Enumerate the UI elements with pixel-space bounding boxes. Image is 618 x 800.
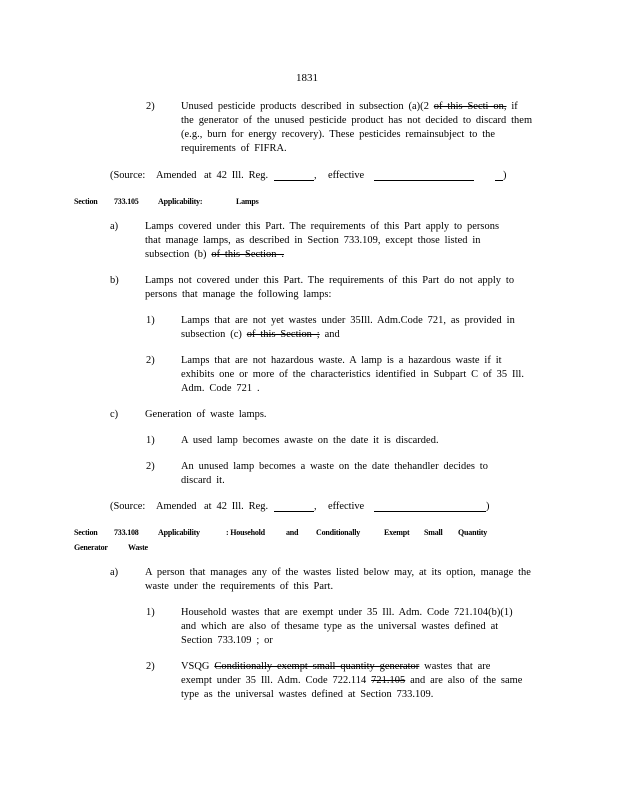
item-number: 2) <box>146 101 155 112</box>
paragraph-line: Adm. Code 721 . <box>181 383 260 394</box>
source-label: (Source: <box>110 170 146 181</box>
paragraph-line: discard it. <box>181 475 225 486</box>
paragraph-line: and which are also of thesame type as the universal wastes defined at <box>181 621 499 632</box>
paragraph-line: requirements of FIFRA. <box>181 143 287 154</box>
paragraph-line: Section 733.109 ; or <box>181 635 273 646</box>
paragraph-line: Unused pesticide products described in subsection (a)(2 of this Secti on, if <box>181 101 518 112</box>
source-effective: effective <box>328 170 365 181</box>
struck-text: 721.105 <box>371 675 406 686</box>
paragraph-line: Lamps that are not hazardous waste. A lamp is a hazardous waste if it <box>181 355 502 366</box>
section-subject: Lamps <box>236 197 259 206</box>
section-label: Section <box>74 197 98 206</box>
struck-text: of this Section ; <box>246 329 320 340</box>
source-text: at 42 Ill. Reg. <box>204 170 269 181</box>
source-comma: , <box>314 170 317 181</box>
section-title: Applicability: <box>158 197 203 206</box>
section-number: 733.105 <box>114 197 139 206</box>
item-number: 1) <box>146 435 155 446</box>
source-effective: effective <box>328 501 365 512</box>
paragraph-line: (e.g., burn for energy recovery). These pesticides remainsubject to the <box>181 129 496 140</box>
paragraph-line: An unused lamp becomes a waste on the date thehandler decides to <box>181 461 488 472</box>
section-title-word: and <box>286 528 299 537</box>
page-number: 1831 <box>296 72 318 84</box>
source-comma: , <box>314 501 317 512</box>
paragraph-line: Lamps covered under this Part. The requirements of this Part apply to persons <box>145 221 500 232</box>
struck-text: of this Secti on, <box>433 101 507 112</box>
paragraph-line: type as the universal wastes defined at Section 733.109. <box>181 689 434 700</box>
paragraph-line: persons that manage the following lamps: <box>145 289 332 300</box>
paragraph-line: the generator of the unused pesticide product has not decided to discard them <box>181 115 533 126</box>
paragraph-line: Lamps that are not yet wastes under 35Ill. Adm.Code 721, as provided in <box>181 315 515 326</box>
paragraph-line: subsection (c) of this Section ; and <box>181 329 340 340</box>
paragraph-line: A used lamp becomes awaste on the date it is discarded. <box>181 435 439 446</box>
source-amended: Amended <box>156 501 197 512</box>
item-number: 1) <box>146 315 155 326</box>
paragraph-line: Generation of waste lamps. <box>145 409 267 420</box>
paragraph-line: Lamps not covered under this Part. The requirements of this Part do not apply to <box>145 275 515 286</box>
section-title-word: : Household <box>226 528 265 537</box>
struck-text: Conditionally exempt small quantity generator <box>214 661 420 672</box>
section-title-word: Waste <box>128 543 148 552</box>
item-number: 2) <box>146 461 155 472</box>
paragraph-line: VSQG Conditionally exempt small quantity generator wastes that are <box>181 661 491 672</box>
section-title-word: Conditionally <box>316 528 361 537</box>
item-number: b) <box>110 275 119 286</box>
paragraph-line: exhibits one or more of the characteristics identified in Subpart C of 35 Ill. <box>181 369 524 380</box>
effective-blank-end <box>495 170 503 181</box>
source-label: (Source: <box>110 501 146 512</box>
section-title-word: Exempt <box>384 528 410 537</box>
paragraph-line: that manage lamps, as described in Section 733.109, except those listed in <box>145 235 481 246</box>
source-amended: Amended <box>156 170 197 181</box>
section-label: Section <box>74 528 98 537</box>
item-number: 1) <box>146 607 155 618</box>
source-end: ) <box>503 170 507 181</box>
struck-text: of this Section . <box>211 249 285 260</box>
paragraph-line: exempt under 35 Ill. Adm. Code 722.114 721.105 and are also of the same <box>181 675 523 686</box>
section-title-word: Small <box>424 528 443 537</box>
paragraph-line: waste under the requirements of this Part. <box>145 581 334 592</box>
date-blank <box>274 170 314 181</box>
date-blank <box>274 501 314 512</box>
section-title-word: Generator <box>74 543 108 552</box>
item-number: 2) <box>146 661 155 672</box>
item-number: a) <box>110 221 119 232</box>
section-title-word: Quantity <box>458 528 488 537</box>
section-title-word: Applicability <box>158 528 200 537</box>
source-end: ) <box>486 501 490 512</box>
effective-blank <box>374 501 486 512</box>
item-number: c) <box>110 409 119 420</box>
item-number: 2) <box>146 355 155 366</box>
item-number: a) <box>110 567 119 578</box>
section-number: 733.108 <box>114 528 139 537</box>
effective-blank <box>374 170 474 181</box>
paragraph-line: subsection (b) of this Section . <box>145 249 285 260</box>
paragraph-line: A person that manages any of the wastes listed below may, at its option, manage the <box>145 567 531 578</box>
paragraph-line: Household wastes that are exempt under 35 Ill. Adm. Code 721.104(b)(1) <box>181 607 513 618</box>
source-text: at 42 Ill. Reg. <box>204 501 269 512</box>
